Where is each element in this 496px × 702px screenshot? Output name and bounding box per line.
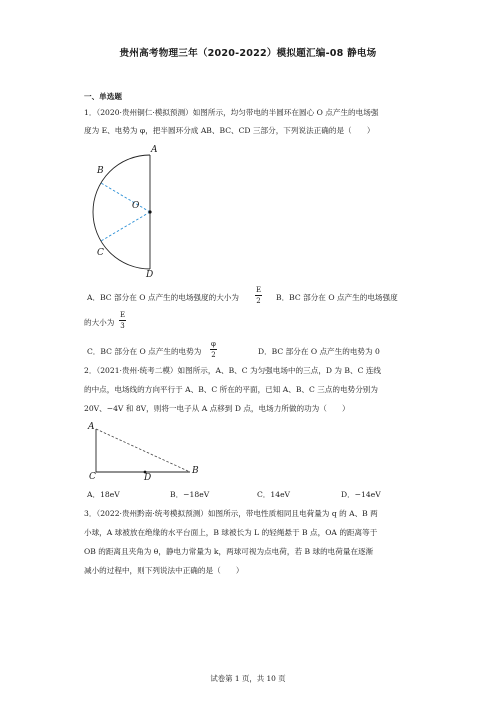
q1-option-a-denominator: 2 (256, 297, 261, 305)
q3-stem-line-4: 减小的过程中，则下列说法中正确的是（ ） (84, 566, 244, 575)
q1-label-c: C (97, 248, 104, 258)
document-title: 贵州高考物理三年（2020-2022）模拟题汇编-08 静电场 (119, 48, 377, 59)
q1-option-b: B．BC 部分在 O 点产生的电场强度 (276, 293, 398, 302)
q1-option-b-continued: 的大小为 (84, 318, 115, 327)
q1-label-a: A (151, 145, 158, 155)
q1-option-a-numerator: E (255, 286, 262, 294)
q2-option-b: B．−18eV (170, 490, 210, 499)
q2-stem-line-3: 20V、−4V 和 8V，则将一电子从 A 点移到 D 点，电场力所做的功为（ ） (84, 404, 350, 413)
q2-stem-line-1: 2．（2021·贵州·统考二模）如图所示，A、B、C 为匀强电场中的三点，D 为 B、C 连线 (84, 366, 382, 375)
q3-stem-line-3: OB 的距离且夹角为 θ，静电力常量为 k，两球可视为点电荷，若 B 球的电荷量在逐渐 (84, 547, 374, 556)
q3-stem-line-1: 3．（2022·贵州黔南·统考模拟预测）如图所示，带电性质相同且电荷量为 q 的 A、B 两 (84, 509, 378, 518)
q1-option-d: D．BC 部分在 O 点产生的电势为 0 (258, 347, 380, 356)
q2-option-c: C．14eV (257, 490, 291, 499)
q2-label-b: B (192, 466, 199, 476)
q2-option-d: D．−14eV (341, 490, 381, 499)
page-footer: 试卷第 1 页，共 10 页 (210, 674, 286, 683)
q1-option-b-denominator: 3 (120, 322, 125, 330)
section-heading: 一、单选题 (84, 92, 122, 101)
q1-option-c: C．BC 部分在 O 点产生的电势为 (87, 347, 202, 356)
q1-stem-line-1: 1．（2020·贵州铜仁·模拟预测）如图所示，均匀带电的半圆环在圆心 O 点产生的电场强 (84, 108, 379, 117)
q1-label-d: D (146, 270, 154, 280)
q1-option-b-numerator: E (119, 311, 126, 319)
q2-label-c: C (89, 472, 96, 482)
q1-option-c-numerator: φ (211, 340, 216, 348)
q2-stem-line-2: 的中点，电场线的方向平行于 A、B、C 所在的平面，已知 A、B、C 三点的电势分别为 (84, 385, 378, 394)
q1-label-o: O (132, 201, 140, 211)
q1-label-b: B (97, 166, 104, 176)
q2-label-a: A (88, 422, 95, 432)
q1-option-c-denominator: 2 (211, 351, 216, 359)
q3-stem-line-2: 小球，A 球被放在绝缘的水平台面上，B 球被长为 L 的轻绳悬于 B 点，OA 的距离等于 (84, 528, 378, 537)
q2-option-a: A．18eV (87, 490, 120, 499)
q1-stem-line-2: 度为 E、电势为 φ，把半圆环分成 AB、BC、CD 三部分，下列说法正确的是（ ） (84, 126, 375, 135)
q2-label-d: D (144, 473, 152, 483)
q1-option-a: A．BC 部分在 O 点产生的电场强度的大小为 (87, 293, 239, 302)
